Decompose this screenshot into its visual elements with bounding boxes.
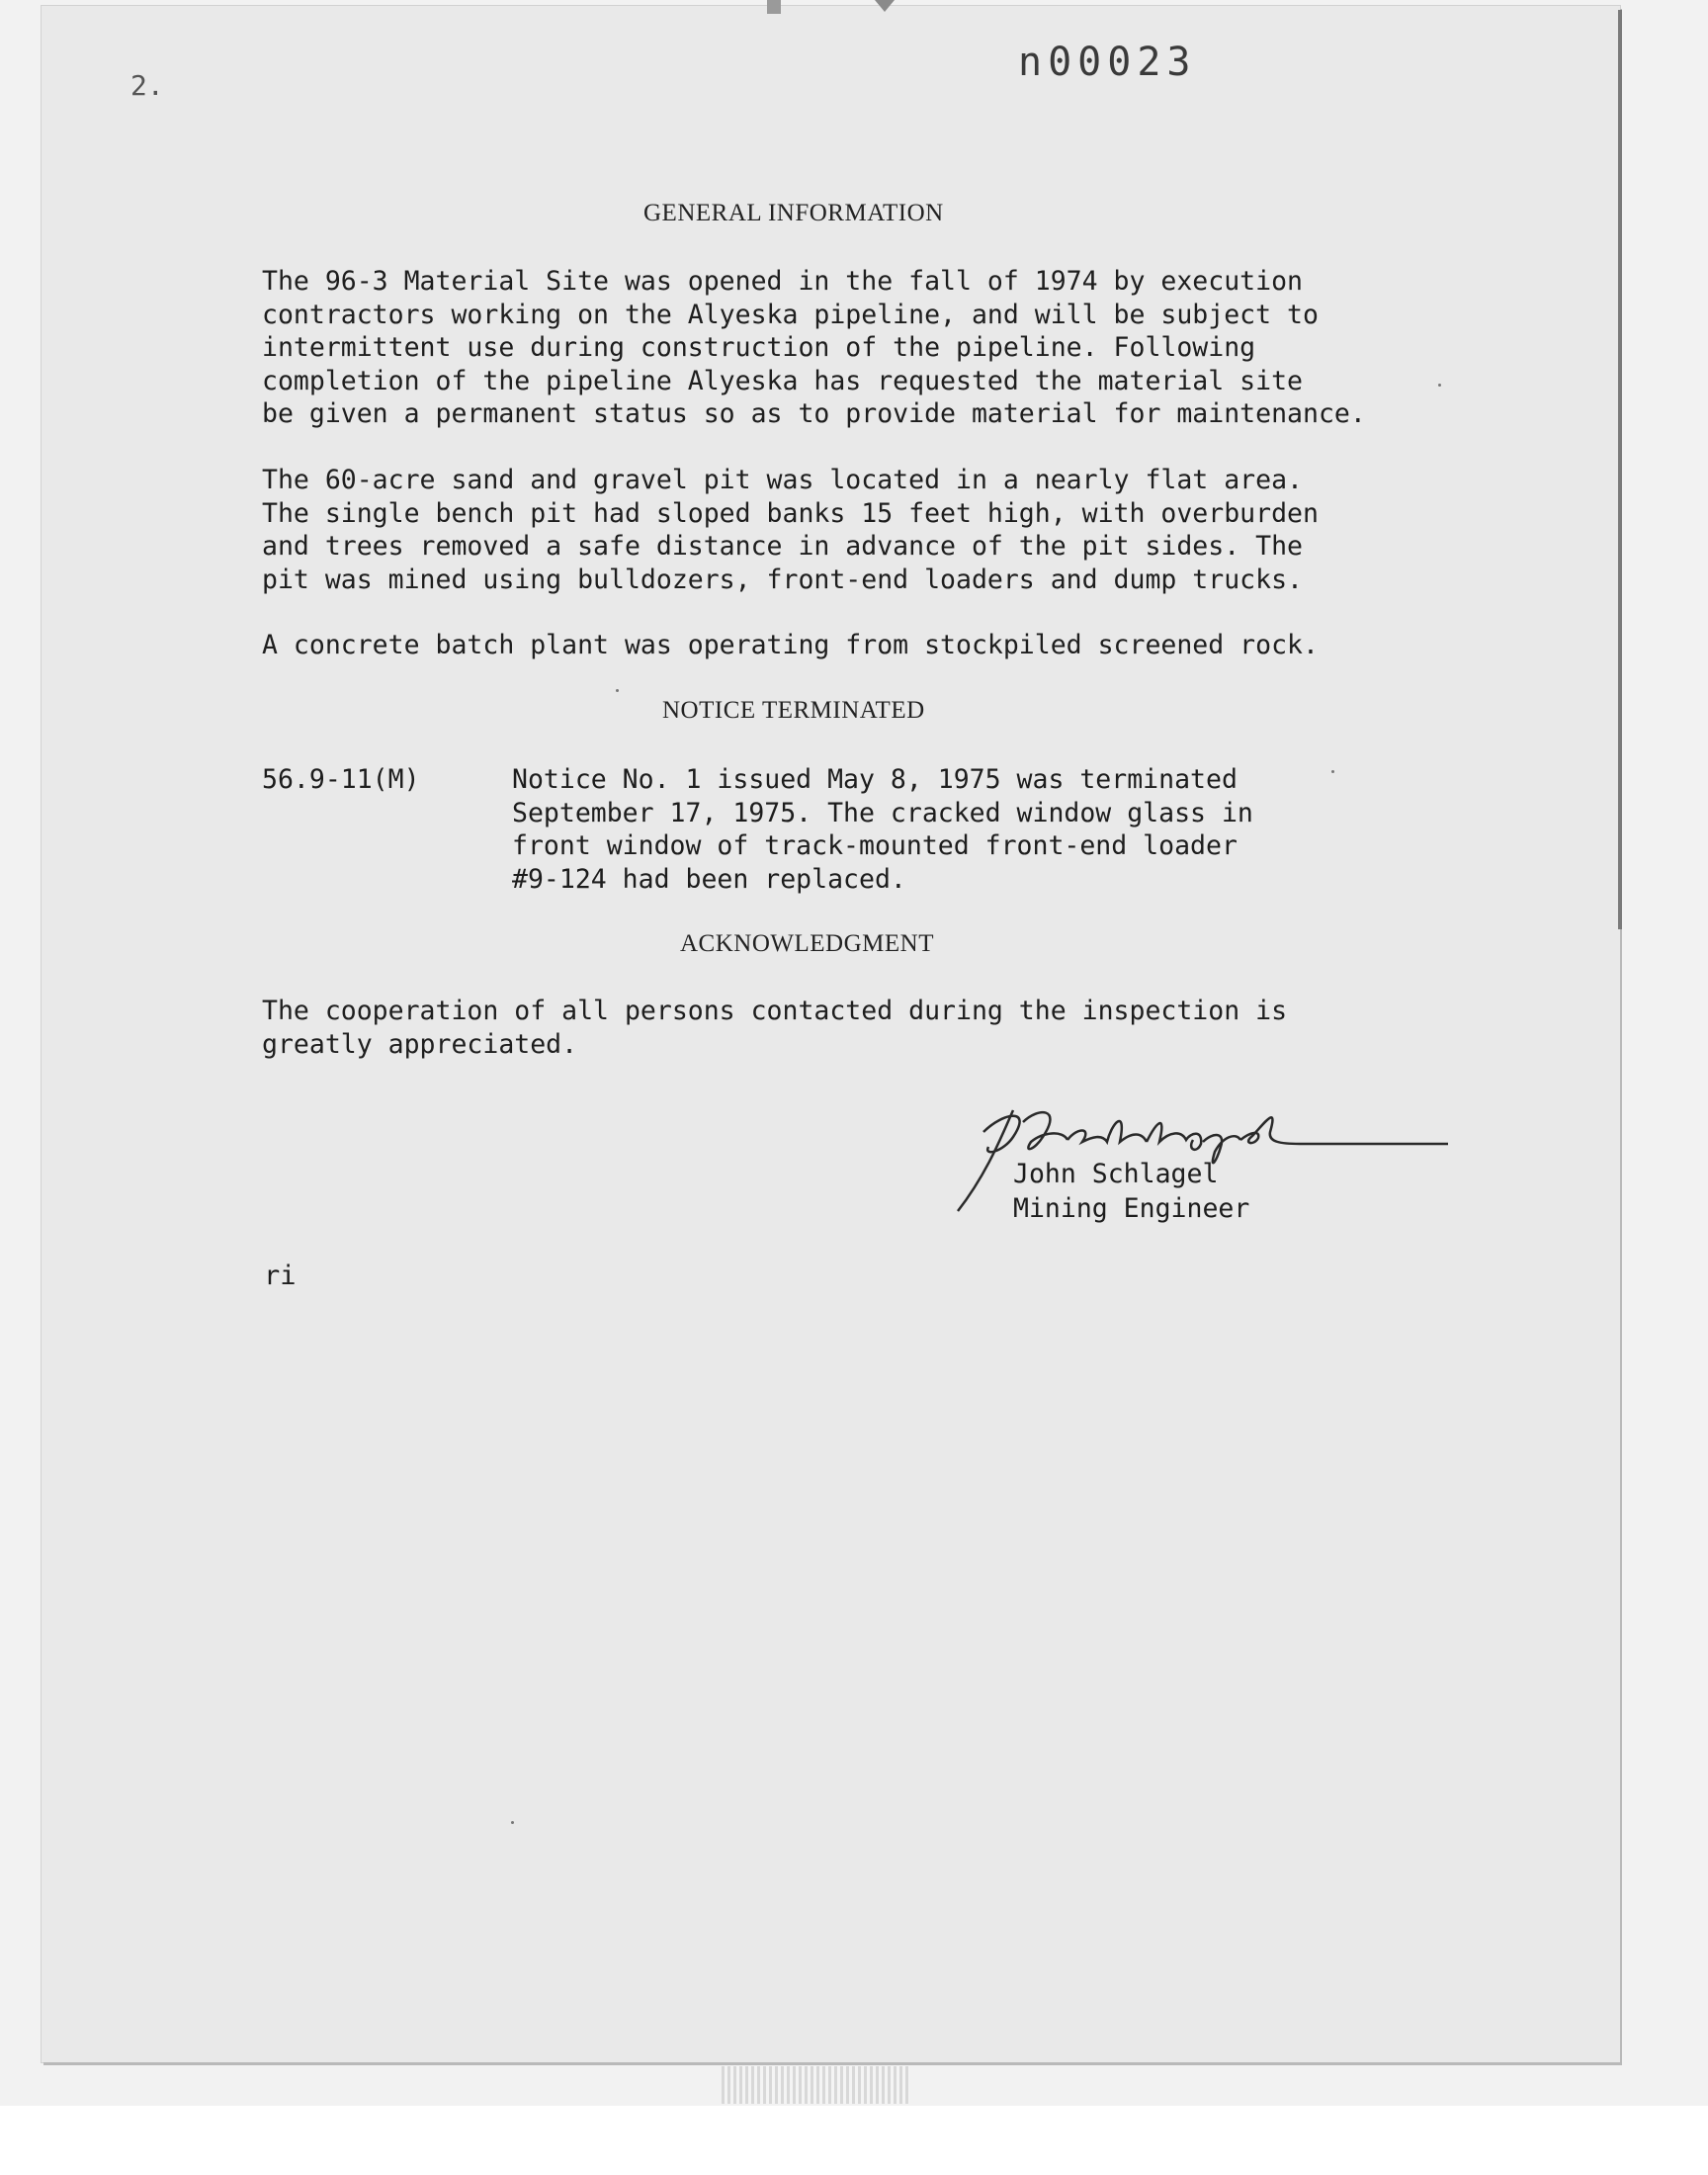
heading-notice-terminated: NOTICE TERMINATED [662, 697, 925, 724]
scan-speck [511, 1821, 514, 1824]
paragraph-pit-description: The 60-acre sand and gravel pit was located in a nearly flat area. The single bench pit had sloped banks 15 feet high, with overburden and trees removed a safe distance in advance of the pit sides. The pit was mined using bulldozers, front-end loaders and dump trucks. [262, 465, 1319, 595]
heading-general-information: GENERAL INFORMATION [643, 200, 944, 226]
scan-speck [1331, 770, 1334, 773]
page-edge-shadow [1618, 10, 1622, 929]
signer-name: John Schlagel [1013, 1159, 1219, 1189]
paragraph-acknowledgment: The cooperation of all persons contacted during the inspection is greatly appreciated. [262, 996, 1288, 1060]
scan-speck [1438, 384, 1441, 387]
typist-initials: ri [264, 1261, 297, 1291]
heading-acknowledgment: ACKNOWLEDGMENT [680, 930, 934, 957]
scan-speck [616, 689, 619, 692]
paragraph-batch-plant: A concrete batch plant was operating from stockpiled screened rock. [262, 630, 1319, 660]
signer-title: Mining Engineer [1013, 1193, 1250, 1224]
paragraph-site-history: The 96-3 Material Site was opened in the fall of 1974 by execution contractors working on the Alyeska pipeline, and will be subject to intermittent use during construction of the pipeline. Following completion of the pipeline Alyeska has requested the material site be given a permanent status so as to provide material for maintenance. [262, 266, 1366, 429]
staple-mark [767, 0, 781, 14]
scan-margin [0, 2106, 1708, 2175]
document-number: n00023 [1018, 40, 1197, 85]
clip-mark [875, 0, 895, 12]
scan-artifact [722, 2066, 909, 2104]
top-mark: 2. [130, 69, 164, 102]
notice-citation: 56.9-11(M) [262, 764, 420, 795]
signature-block [1013, 1157, 1249, 1226]
notice-text: Notice No. 1 issued May 8, 1975 was terminated September 17, 1975. The cracked window glass in front window of track-mounted front-end loader #9-124 had been replaced. [512, 764, 1253, 895]
